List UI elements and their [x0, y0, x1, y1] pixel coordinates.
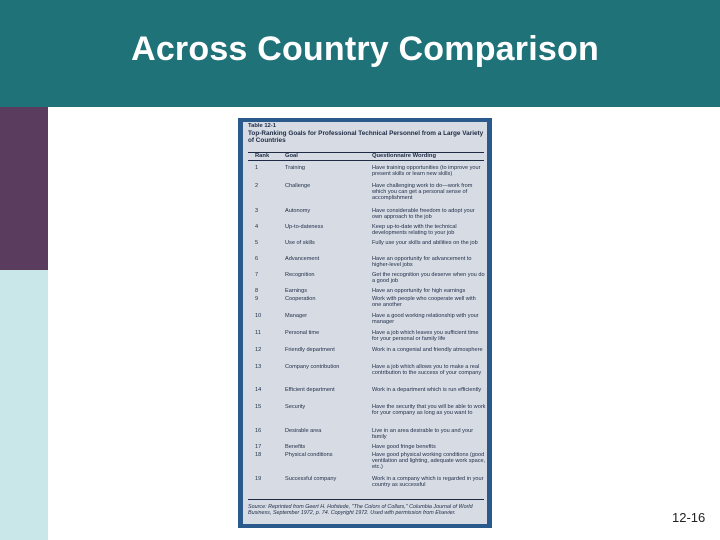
goal-cell: Advancement [285, 256, 320, 262]
table-title: Top-Ranking Goals for Professional Technical Personnel from a Large Variety of Countries [248, 130, 484, 145]
slide-number: 12-16 [672, 510, 706, 525]
goal-cell: Autonomy [285, 208, 311, 214]
goal-cell: Physical conditions [285, 452, 333, 458]
goal-cell: Security [285, 404, 306, 410]
wording-cell: Have a good working relationship with your manager [372, 313, 479, 326]
rank-cell: 15 [255, 404, 262, 410]
goal-cell: Successful company [285, 476, 337, 482]
goal-cell: Cooperation [285, 296, 316, 302]
rank-cell: 1 [255, 165, 259, 171]
goal-cell: Friendly department [285, 347, 335, 353]
goal-cell: Personal time [285, 330, 320, 336]
header-rule-bottom [248, 160, 484, 161]
goal-cell: Use of skills [285, 240, 315, 246]
rank-cell: 14 [255, 387, 262, 393]
rank-cell: 3 [255, 208, 259, 214]
footer-rule [248, 499, 484, 500]
rank-cell: 10 [255, 313, 262, 319]
rank-cell: 18 [255, 452, 262, 458]
goal-cell: Recognition [285, 272, 315, 278]
goal-cell: Efficient department [285, 387, 335, 393]
rank-cell: 9 [255, 296, 259, 302]
goal-cell: Training [285, 165, 306, 171]
header-wording: Questionnaire Wording [372, 153, 436, 159]
wording-cell: Have a job which allows you to make a real contribution to the success of your company [372, 364, 482, 377]
wording-cell: Have training opportunities (to improve your present skills or learn new skills) [372, 165, 481, 178]
wording-cell: Have considerable freedom to adopt your own approach to the job [372, 208, 475, 221]
goal-cell: Up-to-dateness [285, 224, 324, 230]
wording-cell: Work in a department which is run efficiently [372, 387, 482, 393]
accent-bar-purple [0, 107, 48, 270]
wording-cell: Have good fringe benefits [372, 444, 436, 450]
wording-cell: Keep up-to-date with the technical developments relating to your job [372, 224, 457, 237]
goal-cell: Manager [285, 313, 308, 319]
goal-cell: Company contribution [285, 364, 340, 370]
slide-title: Across Country Comparison [131, 30, 599, 68]
rank-cell: 17 [255, 444, 262, 450]
goal-cell: Benefits [285, 444, 306, 450]
rank-cell: 2 [255, 183, 259, 189]
wording-cell: Work in a congenial and friendly atmosphere [372, 347, 483, 353]
wording-cell: Have challenging work to do—work from which you can get a personal sense of accomplishment [372, 183, 473, 202]
rank-cell: 13 [255, 364, 262, 370]
wording-cell: Have a job which leaves you sufficient time for your personal or family life [372, 330, 479, 343]
wording-cell: Work with people who cooperate well with one another [372, 296, 476, 309]
rank-cell: 16 [255, 428, 262, 434]
wording-cell: Have the security that you will be able to work for your company as long as you want to [372, 404, 486, 417]
wording-cell: Have good physical working conditions (good ventilation and lighting, adequate work space, etc.) [372, 452, 486, 471]
table-label: Table 12-1 [248, 123, 276, 129]
rank-cell: 6 [255, 256, 259, 262]
wording-cell: Fully use your skills and abilities on the job [372, 240, 478, 246]
rank-cell: 8 [255, 288, 259, 294]
goal-cell: Challenge [285, 183, 311, 189]
wording-cell: Get the recognition you deserve when you do a good job [372, 272, 485, 285]
wording-cell: Have an opportunity for high earnings [372, 288, 466, 294]
rank-cell: 11 [255, 330, 261, 336]
wording-cell: Work in a company which is regarded in your country as successful [372, 476, 484, 489]
header-goal: Goal [285, 153, 298, 159]
goal-cell: Desirable area [285, 428, 322, 434]
table-image [238, 118, 492, 528]
rank-cell: 7 [255, 272, 259, 278]
rank-cell: 19 [255, 476, 262, 482]
rank-cell: 5 [255, 240, 259, 246]
accent-bar-light [0, 270, 48, 540]
wording-cell: Live in an area desirable to you and your family [372, 428, 474, 441]
goals-table [243, 122, 487, 524]
goal-cell: Earnings [285, 288, 308, 294]
header-rank: Rank [255, 153, 270, 159]
wording-cell: Have an opportunity for advancement to higher-level jobs [372, 256, 472, 269]
rank-cell: 12 [255, 347, 262, 353]
table-source: Source: Reprinted from Geert H. Hofstede, "The Colors of Collars," Columbia Journal of World Business, September 1972, p. 74. Copyright 1972. Used with permission from Elsevier. [248, 504, 473, 517]
rank-cell: 4 [255, 224, 259, 230]
